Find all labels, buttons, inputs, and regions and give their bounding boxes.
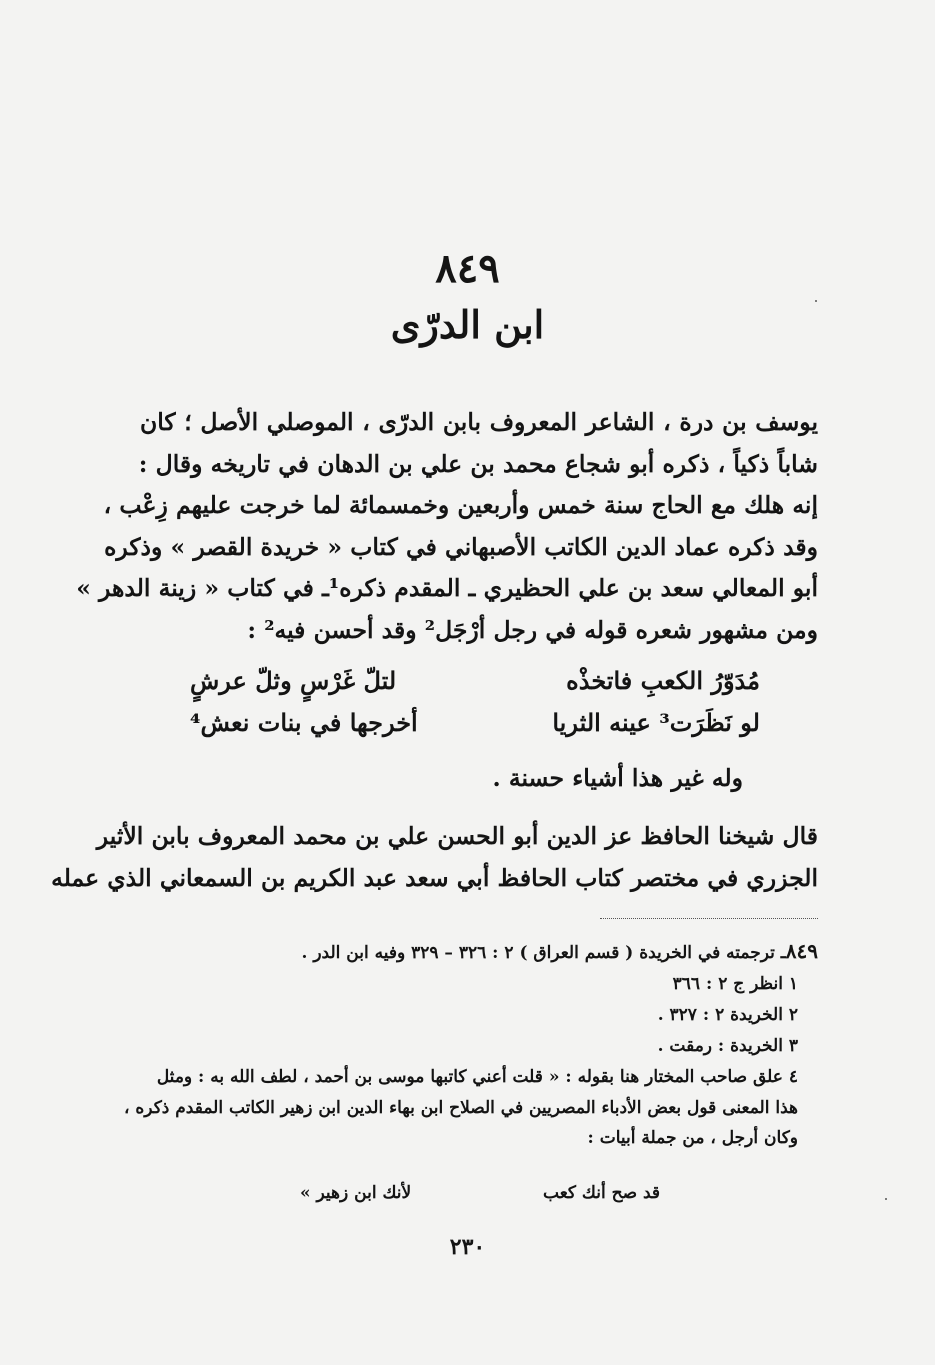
- footnote-main: [140, 936, 818, 969]
- footnote: ٣ الخريدة : رمقت .: [657, 1036, 798, 1056]
- footnote-continuation: وكان أرجل ، من جملة أبيات :: [587, 1128, 798, 1148]
- scan-speck: [885, 1198, 887, 1200]
- entry-title: ابن الدرّى: [390, 302, 545, 347]
- footnote-main-text: ـ ترجمته في الخريدة ( قسم العراق ) ٢ : ٣٢٦ – ٣٢٩ وفيه ابن الدر .: [301, 943, 786, 963]
- text-line: إنه هلك مع الحاج سنة خمس وأربعين وخمسمائة لما خرجت عليهم زِعْب ،: [103, 491, 818, 520]
- text-line: شاباً ذكياً ، ذكره أبو شجاع محمد بن علي بن الدهان في تاريخه وقال :: [138, 449, 818, 478]
- poem-verse: [190, 702, 760, 744]
- footnote-divider: [600, 918, 818, 919]
- after-poem-text: وله غير هذا أشياء حسنة .: [492, 764, 743, 792]
- footnote-entry-number: ٨٤٩: [785, 939, 818, 963]
- paragraph-second: [51, 816, 818, 899]
- entry-number: ٨٤٩: [435, 245, 500, 292]
- footnote-verse: [300, 1183, 660, 1203]
- footnote: ٤ علق صاحب المختار هنا بقوله : « قلت أعني كاتبها موسى بن أحمد ، لطف الله به : ومثل: [156, 1067, 798, 1087]
- poem: [190, 660, 760, 744]
- footnote-continuation: هذا المعنى قول بعض الأدباء المصريين في الصلاح ابن بهاء الدين ابن زهير الكاتب المقدم ذكره ،: [124, 1098, 798, 1118]
- paragraph-main: [76, 402, 818, 652]
- text-line: يوسف بن درة ، الشاعر المعروف بابن الدرّى ، الموصلي الأصل ؛ كان: [140, 408, 818, 436]
- footnote: ١ انظر ج ٢ : ٣٦٦: [672, 974, 798, 994]
- text-line: الجزري في مختصر كتاب الحافظ أبي سعد عبد الكريم بن السمعاني الذي عمله: [51, 863, 818, 892]
- footnote: ٢ الخريدة ٢ : ٣٢٧ .: [657, 1005, 798, 1025]
- verse-hemistich-second: لتلّ غَرْسٍ وثلّ عرشٍ: [190, 666, 397, 695]
- text-line: وقد ذكره عماد الدين الكاتب الأصبهاني في كتاب « خريدة القصر » وذكره: [104, 532, 818, 561]
- verse-hemistich-first: مُدَوّرُ الكعبِ فاتخذْه: [566, 666, 760, 695]
- verse-hemistich-second: أخرجها في بنات نعش⁴: [190, 708, 418, 737]
- text-line: قال شيخنا الحافظ عز الدين أبو الحسن علي بن محمد المعروف بابن الأثير: [96, 822, 818, 850]
- footnote-verse-second: لأنك ابن زهير »: [300, 1183, 412, 1203]
- page-number: ٢٣٠: [449, 1234, 486, 1260]
- footnote-verse-first: قد صح أنك كعب: [543, 1183, 660, 1203]
- verse-hemistich-first: لو نَظَرَت³ عينه الثريا: [552, 708, 760, 737]
- text-line: أبو المعالي سعد بن علي الحظيري ـ المقدم ذكره¹ـ في كتاب « زينة الدهر »: [76, 574, 818, 603]
- footnotes: [124, 936, 818, 1153]
- text-line: ومن مشهور شعره قوله في رجل أرْجَل² وقد أحسن فيه² :: [247, 615, 818, 644]
- poem-verse: [190, 660, 760, 702]
